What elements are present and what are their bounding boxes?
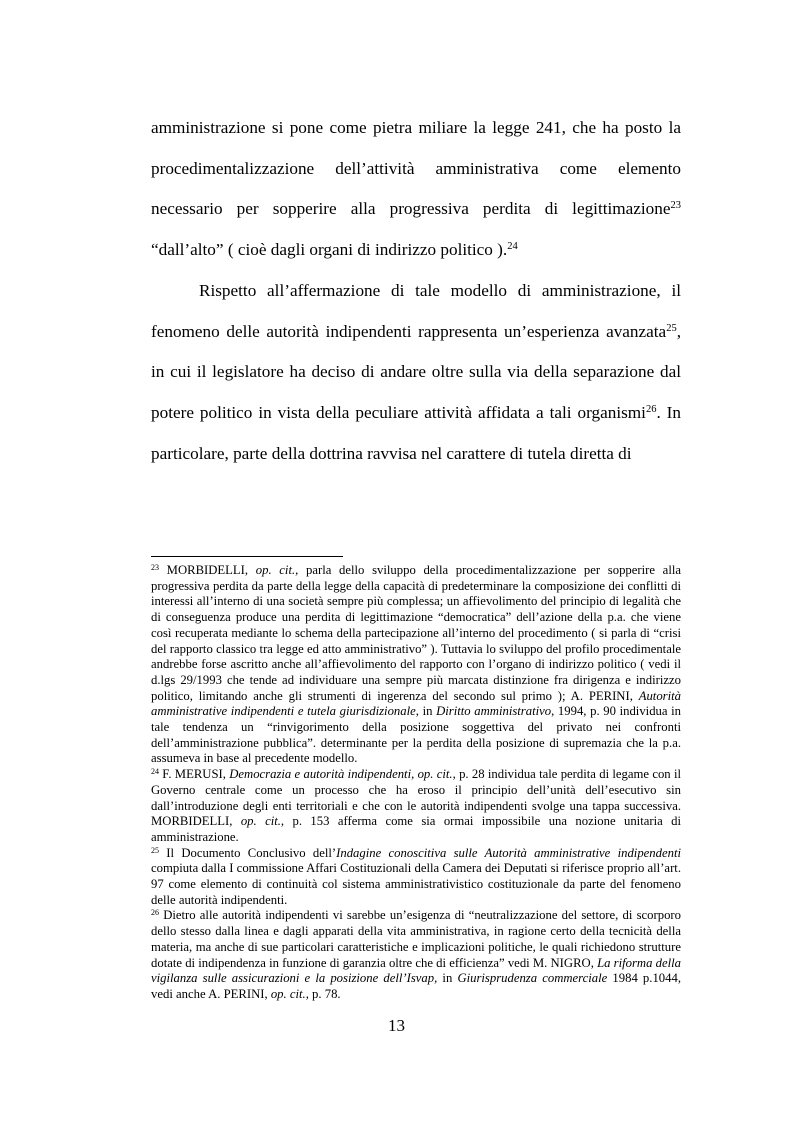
page-number: 13 [388,1016,405,1035]
footnote-italic: op. cit., [240,814,285,829]
footnote-number: 24 [151,767,159,777]
main-text [151,108,681,474]
footnote-italic: Diritto amministrativo [436,704,552,719]
footnote-italic: Giurisprudenza commerciale [457,971,608,986]
footnote-text: compiuta dalla I commissione Affari Costituzionali della Camera dei Deputati si riferisce proprio all’art. 97 come elemento di continuità col sistema amministrativistico costituzionale da parte del fenomeno delle autorità indipendenti. [151,861,681,907]
footnote-text: Il Documento Conclusivo dell’ [159,845,337,860]
footnotes [151,563,681,1003]
footnote-ref-26[interactable]: 26 [645,403,657,415]
paragraph-2-text-c: . In particolare, parte della dottrina ravvisa nel carattere di tutela diretta di [151,402,681,463]
footnote-text: p. 153 afferma come sia ormai impossibile una nozione unitaria di amministrazione. [151,814,682,844]
paragraph-1 [151,108,681,271]
footnote-text: 1984 p.1044, vedi anche A. PERINI, [151,971,681,1001]
footnote-ref-25[interactable]: 25 [666,322,677,334]
footnote-text: , 1994, p. 90 individua in tale tendenza un “rinvigorimento della posizione soggettiva del privato nei confronti dell’amministrazione pubblica”. determinante per la perdita della posizione di supremazia che la p.a. assumeva in base al precedente modello. [151,704,682,766]
footnote-text: MORBIDELLI, [159,563,256,577]
paragraph-2-text-b: , in cui il legislatore ha deciso di andare oltre sulla via della separazione dal potere politico in vista della peculiare attività affidata a tali organismi [151,321,681,422]
footnote-text: Dietro alle autorità indipendenti vi sarebbe un’esigenza di “neutralizzazione del settore, di scorporo dello stesso dalla linea e dagli apparati della vita amministrativa, in ragione certo della tecnicità della materia, ma anche di sue particolari caratteristiche e implicazioni politiche, le quali richiedono strutture dotate di indipendenza in funzione di garanzia oltre che di efficienza” vedi M. NIGRO, [151,908,681,970]
paragraph-1-text-b: “dall’alto” ( cioè dagli organi di indirizzo politico ). [151,240,508,260]
paragraph-2-text-a: Rispetto all’affermazione di tale modello di amministrazione, il fenomeno delle autorità indipendenti rappresenta un’esperienza avanzata [151,280,681,341]
footnote-text: in [437,971,458,986]
footnote-text: F. MERUSI, [159,767,230,782]
paragraph-1-text-a: amministrazione si pone come pietra miliare la legge 241, che ha posto la procedimentalizzazione dell’attività amministrativa come elemento necessario per sopperire alla progressiva perdita di legittimazione [151,118,681,219]
footnote-ref-23[interactable]: 23 [670,200,681,212]
footnote-26 [151,908,681,1002]
footnote-italic: Democrazia e autorità indipendenti, op. cit., [229,767,456,782]
footnote-number: 26 [151,908,159,918]
paragraph-2 [151,271,681,475]
footnote-italic: op. cit., [255,563,299,577]
footnote-text: , in [415,704,437,719]
footnote-ref-24[interactable]: 24 [507,241,518,253]
footnote-italic: op. cit., [270,986,309,1001]
footnote-text: parla dello sviluppo della procedimentalizzazione per sopperire alla progressiva perdita da parte della legge della capacità di predeterminare la composizione dei conflitti di interessi all’interno di una società sempre più complessa; un affievolimento del principio di legalità che di conseguenza produce una perdita di legittimazione “democratica” dell’azione della p.a. che viene così recuperata mediante lo schema della partecipazione all’interno del procedimento ( si parla di “crisi del rapporto classico tra legge ed atto amministrativo” ). Tuttavia lo sviluppo del profilo procedimentale andrebbe forse ascritto anche all’affievolimento del rapporto con l’organo di indirizzo politico ( vedi il d.lgs 29/1993 che tende ad individuare una sempre più marcata distinzione fra dirigenza e indirizzo politico, limitando anche gli strumenti di ingerenza del secondo sul primo ); A. PERINI, [151,563,681,703]
footnote-23 [151,563,681,767]
footnote-number: 25 [151,845,159,855]
footnote-italic: Autorità amministrative indipendenti e tutela giurisdizionale [151,688,681,719]
footnote-separator [151,556,343,557]
footnote-italic: La riforma della vigilanza sulle assicurazioni e la posizione dell’Isvap, [151,955,681,986]
footnote-24 [151,767,681,846]
footnote-number: 23 [151,563,159,572]
footnote-text: p. 78. [308,986,341,1001]
footnote-25 [151,846,681,909]
footnote-italic: Indagine conoscitiva sulle Autorità amministrative indipendenti [336,845,682,860]
footnote-text: p. 28 individua tale perdita di legame con il Governo centrale come un processo che ha eroso il principio dell’unità dell’esecutivo sin dall’introduzione degli enti territoriali e che con le autorità indipendenti svolge una tappa successiva. MORBIDELLI, [151,767,681,829]
